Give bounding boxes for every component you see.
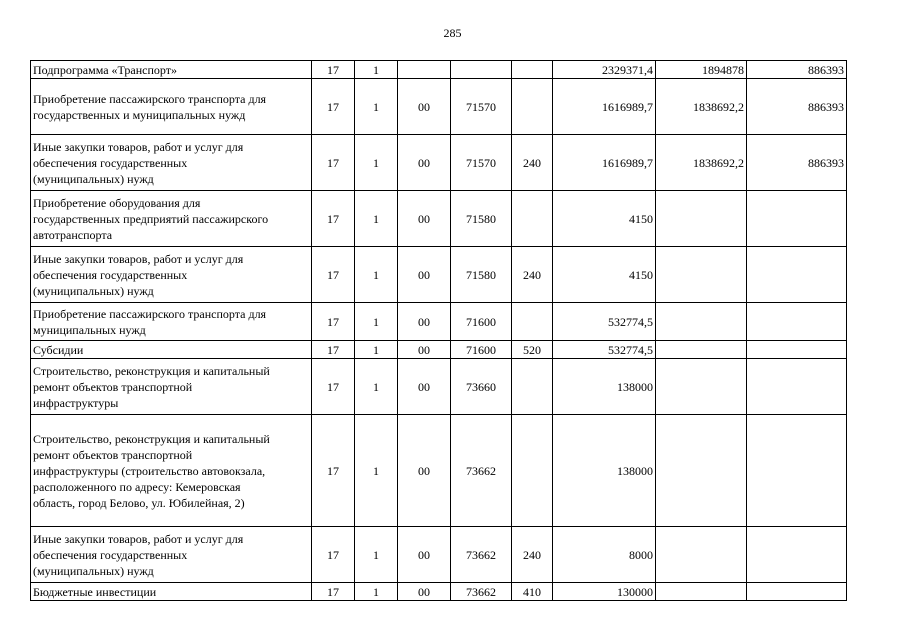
col-amount-2: 1838692,2 [656,79,747,135]
col-amount-2 [656,359,747,415]
col-amount-2 [656,415,747,527]
col-program: 00 [398,527,451,583]
col-section: 17 [312,247,355,303]
row-name-line: автотранспорта [33,227,113,242]
col-amount-3 [747,583,847,601]
row-name-cell [31,341,312,359]
col-article: 71600 [451,341,512,359]
table-row [31,359,847,415]
col-amount-2 [656,191,747,247]
col-amount-2: 1894878 [656,61,747,79]
row-name-line: инфраструктуры (строительство автовокзала, [33,463,266,478]
col-amount-3 [747,303,847,341]
col-program: 00 [398,359,451,415]
col-amount-3: 886393 [747,61,847,79]
table-row [31,341,847,359]
col-article: 73662 [451,415,512,527]
col-program: 00 [398,191,451,247]
col-amount-2 [656,303,747,341]
col-amount-3 [747,415,847,527]
row-name-line: государственных предприятий пассажирского [33,211,269,226]
col-article: 71570 [451,79,512,135]
col-subsection: 1 [355,415,398,527]
row-name-cell [31,191,312,247]
row-name-line: инфраструктуры [33,395,119,410]
col-expense-type: 240 [512,527,553,583]
col-amount-3: 886393 [747,135,847,191]
row-name-cell [31,415,312,527]
col-section: 17 [312,191,355,247]
col-amount-1: 8000 [553,527,656,583]
col-section: 17 [312,303,355,341]
col-amount-1: 4150 [553,247,656,303]
col-amount-3 [747,191,847,247]
table-row [31,415,847,527]
col-amount-3 [747,359,847,415]
row-name-line: обеспечения государственных [33,267,188,282]
row-name-line: (муниципальных) нужд [33,283,154,298]
row-name-line: обеспечения государственных [33,155,188,170]
row-name-line: Приобретение пассажирского транспорта для [33,91,267,106]
col-amount-2 [656,527,747,583]
col-amount-1: 532774,5 [553,341,656,359]
col-amount-2 [656,341,747,359]
col-amount-2 [656,247,747,303]
col-article: 71580 [451,191,512,247]
col-article: 71600 [451,303,512,341]
col-amount-1: 2329371,4 [553,61,656,79]
row-name-line: Приобретение пассажирского транспорта для [33,306,267,321]
col-section: 17 [312,135,355,191]
table-row [31,247,847,303]
col-subsection: 1 [355,583,398,601]
row-name-line: государственных и муниципальных нужд [33,107,246,122]
row-name-line: Строительство, реконструкция и капитальный [33,363,270,378]
col-program [398,61,451,79]
row-name-line: Субсидии [33,342,84,357]
col-amount-3 [747,247,847,303]
col-subsection: 1 [355,247,398,303]
col-program: 00 [398,79,451,135]
col-amount-1: 138000 [553,359,656,415]
col-amount-1: 1616989,7 [553,135,656,191]
col-program: 00 [398,415,451,527]
col-article: 73662 [451,527,512,583]
row-name-line: Иные закупки товаров, работ и услуг для [33,251,244,266]
col-expense-type [512,79,553,135]
col-expense-type: 520 [512,341,553,359]
row-name-cell [31,527,312,583]
col-expense-type: 240 [512,135,553,191]
col-expense-type [512,191,553,247]
row-name-line: Приобретение оборудования для [33,195,201,210]
col-section: 17 [312,415,355,527]
col-subsection: 1 [355,527,398,583]
row-name-cell [31,359,312,415]
row-name-line: (муниципальных) нужд [33,563,154,578]
col-program: 00 [398,247,451,303]
col-section: 17 [312,359,355,415]
table-row [31,191,847,247]
col-expense-type [512,303,553,341]
col-section: 17 [312,527,355,583]
row-name-cell [31,303,312,341]
table-row [31,61,847,79]
col-article [451,61,512,79]
col-section: 17 [312,61,355,79]
row-name-line: (муниципальных) нужд [33,171,154,186]
col-amount-1: 1616989,7 [553,79,656,135]
col-amount-3 [747,527,847,583]
page-number: 285 [443,26,462,40]
table-row [31,303,847,341]
col-amount-1: 130000 [553,583,656,601]
col-article: 71580 [451,247,512,303]
row-name-line: Иные закупки товаров, работ и услуг для [33,139,244,154]
col-subsection: 1 [355,303,398,341]
col-subsection: 1 [355,191,398,247]
col-amount-2 [656,583,747,601]
col-program: 00 [398,303,451,341]
row-name-line: Подпрограмма «Транспорт» [33,62,177,77]
row-name-line: Строительство, реконструкция и капитальный [33,431,270,446]
col-program: 00 [398,341,451,359]
col-program: 00 [398,135,451,191]
col-subsection: 1 [355,79,398,135]
col-expense-type: 410 [512,583,553,601]
col-article: 71570 [451,135,512,191]
budget-table [30,60,847,601]
row-name-cell [31,61,312,79]
row-name-line: Иные закупки товаров, работ и услуг для [33,531,244,546]
col-subsection: 1 [355,359,398,415]
table-row [31,135,847,191]
row-name-line: ремонт объектов транспортной [33,447,193,462]
col-section: 17 [312,79,355,135]
col-expense-type [512,61,553,79]
table-row [31,79,847,135]
col-amount-2: 1838692,2 [656,135,747,191]
col-subsection: 1 [355,61,398,79]
col-amount-3 [747,341,847,359]
row-name-line: обеспечения государственных [33,547,188,562]
col-subsection: 1 [355,341,398,359]
row-name-line: область, город Белово, ул. Юбилейная, 2) [33,495,245,510]
col-article: 73660 [451,359,512,415]
col-section: 17 [312,341,355,359]
row-name-cell [31,135,312,191]
table-row [31,583,847,601]
col-expense-type: 240 [512,247,553,303]
col-subsection: 1 [355,135,398,191]
col-amount-1: 532774,5 [553,303,656,341]
col-amount-1: 138000 [553,415,656,527]
col-program: 00 [398,583,451,601]
row-name-cell [31,247,312,303]
row-name-cell [31,583,312,601]
col-expense-type [512,415,553,527]
col-expense-type [512,359,553,415]
row-name-line: муниципальных нужд [33,322,146,337]
row-name-cell [31,79,312,135]
col-amount-1: 4150 [553,191,656,247]
row-name-line: расположенного по адресу: Кемеровская [33,479,241,494]
row-name-line: Бюджетные инвестиции [33,584,157,599]
col-amount-3: 886393 [747,79,847,135]
col-section: 17 [312,583,355,601]
col-article: 73662 [451,583,512,601]
row-name-line: ремонт объектов транспортной [33,379,193,394]
table-row [31,527,847,583]
